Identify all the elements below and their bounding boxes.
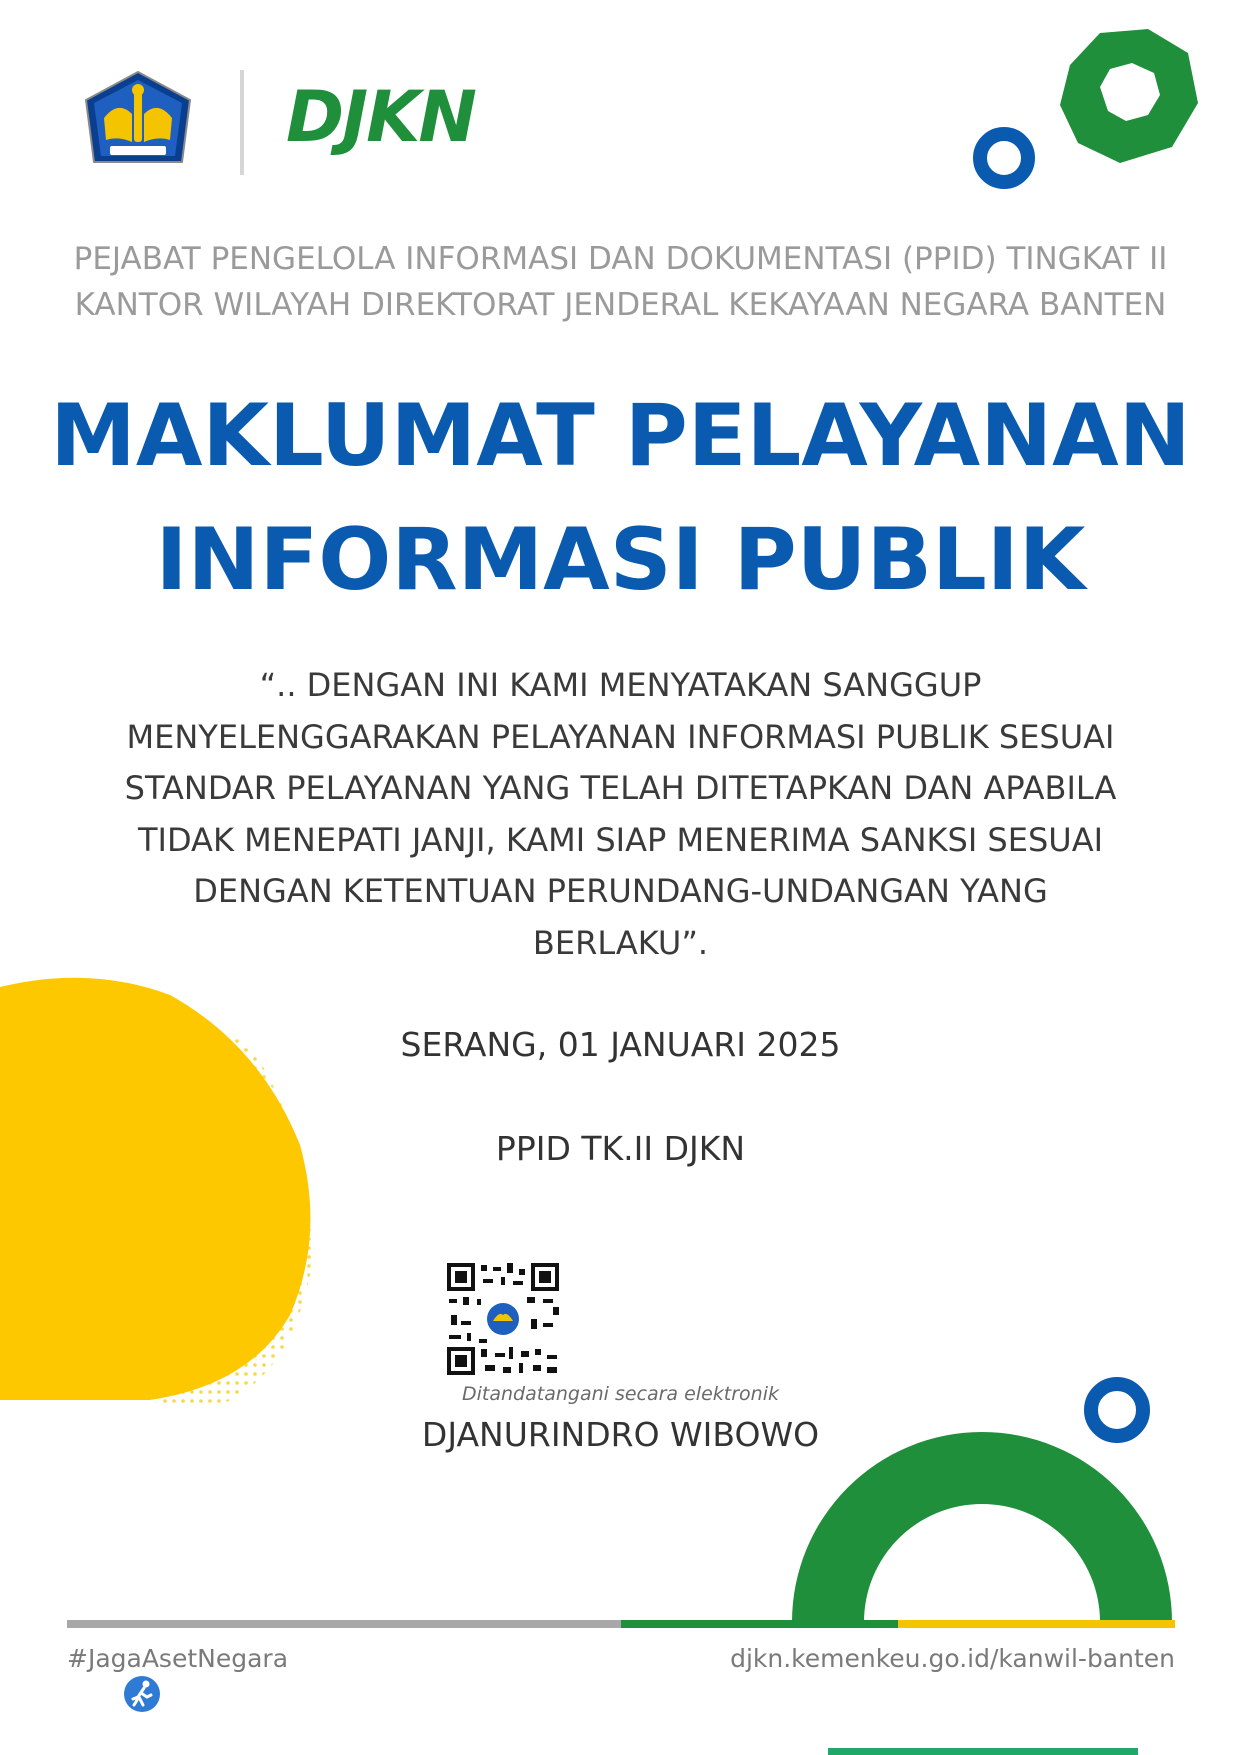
statement-line: MENYELENGGARAKAN PELAYANAN INFORMASI PUBLIK SESUAI	[126, 717, 1115, 756]
statement-line: BERLAKU”.	[532, 923, 709, 962]
statement-line: STANDAR PELAYANAN YANG TELAH DITETAPKAN DAN APABILA	[124, 769, 1117, 807]
statement-line: DENGAN KETENTUAN PERUNDANG-UNDANGAN YANG	[193, 872, 1048, 910]
statement-line: TIDAK MENEPATI JANJI, KAMI SIAP MENERIMA SANKSI SESUAI	[137, 820, 1104, 859]
qr-code-icon	[447, 1263, 559, 1375]
header-divider	[240, 70, 244, 175]
running-person-icon	[123, 1675, 161, 1713]
signer-name: DJANURINDRO WIBOWO	[421, 1415, 820, 1454]
page-title-line-1: MAKLUMAT PELAYANAN	[50, 386, 1191, 486]
place-date: SERANG, 01 JANUARI 2025	[400, 1025, 841, 1064]
e-signature-note: Ditandatangani secara elektronik	[462, 1383, 779, 1405]
office-name: PPID TK.II DJKN	[495, 1129, 746, 1168]
djkn-logo: DJKN	[286, 76, 475, 158]
subtitle-line-1: PEJABAT PENGELOLA INFORMASI DAN DOKUMENTASI (PPID) TINGKAT II	[73, 241, 1168, 277]
bottom-accent-strip	[828, 1748, 1138, 1755]
page-title-line-2: INFORMASI PUBLIK	[155, 510, 1086, 610]
kemenkeu-emblem-icon	[82, 70, 194, 174]
footer-color-bar	[67, 1620, 1175, 1628]
decorative-rings-top	[960, 25, 1220, 200]
footer-hashtag: #JagaAsetNegara	[67, 1644, 289, 1673]
statement-text	[70, 660, 1171, 969]
statement-line: “.. DENGAN INI KAMI MENYATAKAN SANGGUP	[259, 666, 982, 704]
decorative-arch-bottom	[780, 1370, 1180, 1630]
decorative-yellow-blob	[0, 975, 330, 1405]
footer-website-link[interactable]: djkn.kemenkeu.go.id/kanwil-banten	[730, 1644, 1175, 1673]
subtitle-line-2: KANTOR WILAYAH DIREKTORAT JENDERAL KEKAYAAN NEGARA BANTEN	[74, 287, 1167, 323]
